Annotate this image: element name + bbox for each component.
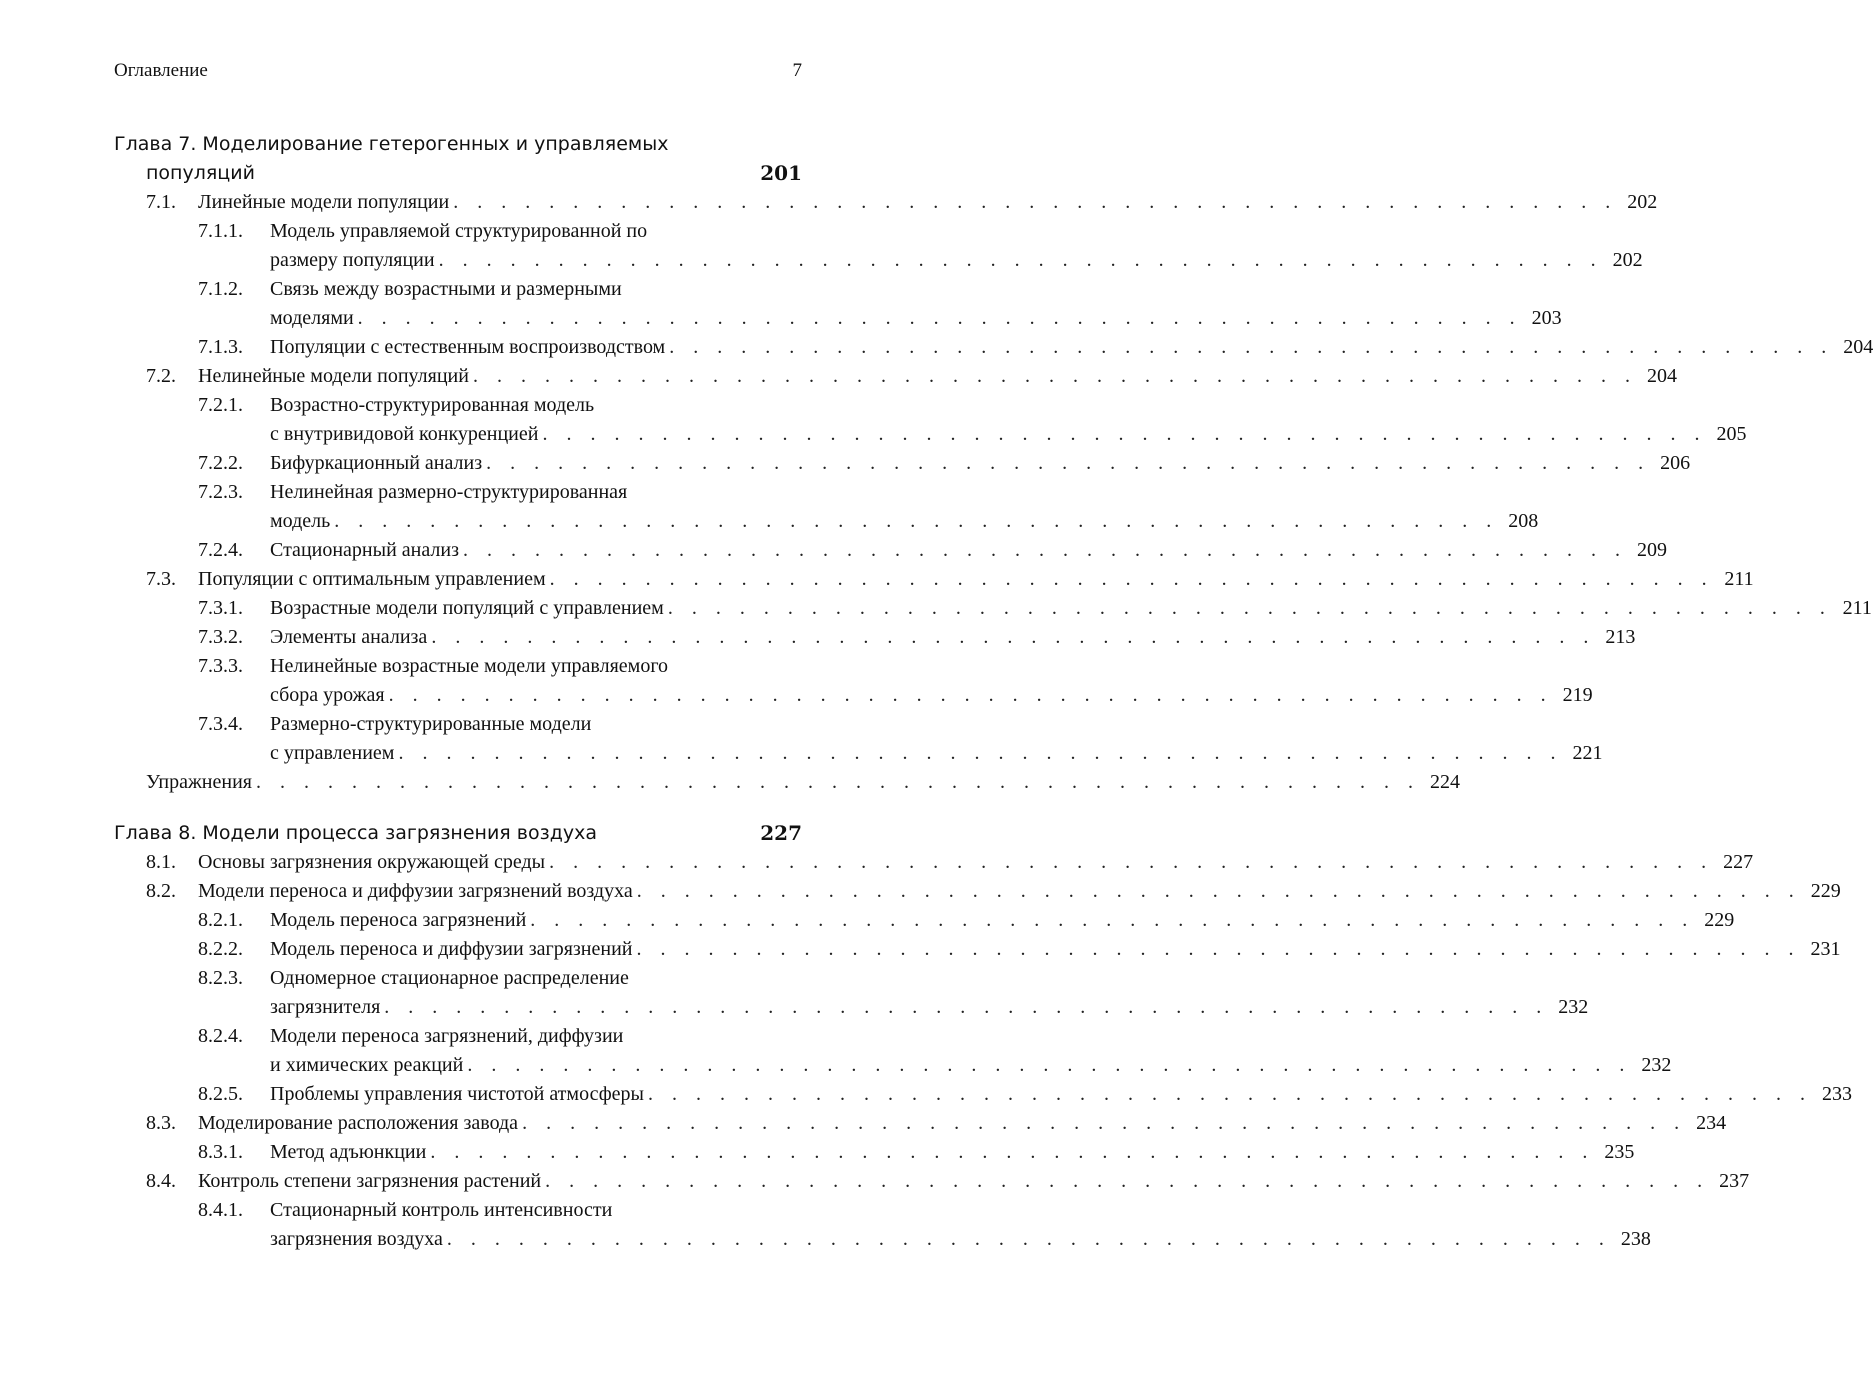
toc-entry[interactable]	[114, 1109, 1727, 1138]
toc-entry[interactable]	[114, 391, 1747, 449]
section-page-number: 211	[1842, 597, 1872, 619]
chapter-heading[interactable]	[114, 130, 802, 188]
table-of-contents	[114, 130, 1873, 1254]
section-number: 7.2.2.	[198, 452, 243, 474]
dot-leader: . . . . . . . . . . . . . . . . . . . . . . . . . . . . . . . . . . . . . . . . . . . . . . . . .	[530, 909, 1695, 931]
section-title: Модель переноса и диффузии загрязнений	[270, 935, 636, 964]
dot-leader: . . . . . . . . . . . . . . . . . . . . . . . . . . . . . . . . . . . . . . . . . . . . . . . . .	[384, 996, 1549, 1018]
chapter-page-number: 201	[760, 161, 802, 185]
section-title: Бифуркационный анализ	[270, 449, 486, 478]
section-number: 8.2.	[146, 880, 176, 902]
section-page-number: 237	[1719, 1170, 1750, 1192]
dot-leader: . . . . . . . . . . . . . . . . . . . . . . . . . . . . . . . . . . . . . . . . . . . . . . . . .	[669, 336, 1834, 358]
toc-entry[interactable]	[114, 710, 1603, 768]
section-title: Контроль степени загрязнения растений	[198, 1167, 545, 1196]
toc-entry[interactable]	[114, 906, 1735, 935]
toc-entry[interactable]	[114, 565, 1754, 594]
section-number: 7.1.1.	[198, 220, 243, 242]
page-header	[114, 60, 802, 86]
section-number: 7.3.1.	[198, 597, 243, 619]
toc-entry[interactable]	[114, 935, 1841, 964]
toc-chapter	[114, 130, 1873, 797]
section-number: 8.3.	[146, 1112, 176, 1134]
toc-entry[interactable]	[114, 964, 1589, 1022]
chapter-title: Глава 8. Модели процесса загрязнения воздуха	[114, 822, 597, 844]
dot-leader: . . . . . . . . . . . . . . . . . . . . . . . . . . . . . . . . . . . . . . . . . . . . . . . . .	[545, 1170, 1710, 1192]
section-page-number: 213	[1605, 626, 1636, 648]
section-title: Нелинейная размерно-структурированная	[270, 481, 628, 503]
section-page-number: 219	[1562, 684, 1593, 706]
section-title: Линейные модели популяции	[198, 188, 453, 217]
section-number: 8.3.1.	[198, 1141, 243, 1163]
section-title: Модели переноса загрязнений, диффузии	[270, 1025, 624, 1047]
section-title: Связь между возрастными и размерными	[270, 278, 622, 300]
toc-entry[interactable]	[114, 848, 1754, 877]
chapter-title: Глава 7. Моделирование гетерогенных и управляемых	[114, 133, 669, 155]
section-number: 7.1.	[146, 191, 176, 213]
dot-leader: . . . . . . . . . . . . . . . . . . . . . . . . . . . . . . . . . . . . . . . . . . . . . . . . .	[431, 626, 1596, 648]
section-number: 7.2.	[146, 365, 176, 387]
section-title: Модель переноса загрязнений	[270, 906, 530, 935]
running-title: Оглавление	[114, 60, 208, 81]
toc-entry[interactable]	[114, 1196, 1651, 1254]
section-page-number: 211	[1724, 568, 1754, 590]
toc-entry[interactable]	[114, 623, 1636, 652]
section-title: модель	[270, 507, 334, 536]
section-page-number: 221	[1572, 742, 1603, 764]
dot-leader: . . . . . . . . . . . . . . . . . . . . . . . . . . . . . . . . . . . . . . . . . . . . . . . . .	[522, 1112, 1687, 1134]
toc-entry[interactable]	[114, 449, 1691, 478]
toc-entry[interactable]	[114, 536, 1667, 565]
section-page-number: 202	[1627, 191, 1658, 213]
chapter-heading[interactable]	[114, 819, 802, 848]
section-number: 7.3.3.	[198, 655, 243, 677]
dot-leader: . . . . . . . . . . . . . . . . . . . . . . . . . . . . . . . . . . . . . . . . . . . . . . . . .	[453, 191, 1618, 213]
section-title: размеру популяции	[270, 246, 439, 275]
section-page-number: 234	[1696, 1112, 1727, 1134]
section-page-number: 206	[1660, 452, 1691, 474]
dot-leader: . . . . . . . . . . . . . . . . . . . . . . . . . . . . . . . . . . . . . . . . . . . . . . . . .	[467, 1054, 1632, 1076]
section-number: 8.4.	[146, 1170, 176, 1192]
section-title: Возрастные модели популяций с управлением	[270, 594, 668, 623]
dot-leader: . . . . . . . . . . . . . . . . . . . . . . . . . . . . . . . . . . . . . . . . . . . . . . . . .	[462, 539, 1627, 561]
section-number: 8.2.5.	[198, 1083, 243, 1105]
section-page-number: 238	[1620, 1228, 1651, 1250]
section-title: Упражнения	[146, 768, 256, 797]
dot-leader: . . . . . . . . . . . . . . . . . . . . . . . . . . . . . . . . . . . . . . . . . . . . . . . . .	[388, 684, 1553, 706]
toc-entry[interactable]	[114, 877, 1841, 906]
section-page-number: 229	[1810, 880, 1841, 902]
section-number: 7.3.4.	[198, 713, 243, 735]
section-number: 7.2.1.	[198, 394, 243, 416]
toc-entry[interactable]	[114, 362, 1677, 391]
section-title: Популяции с естественным воспроизводством	[270, 333, 669, 362]
toc-entry[interactable]	[114, 768, 1460, 797]
section-number: 8.2.4.	[198, 1025, 243, 1047]
section-page-number: 202	[1612, 249, 1643, 271]
chapter-page-number: 227	[760, 821, 802, 845]
section-page-number: 235	[1604, 1141, 1635, 1163]
section-page-number: 232	[1558, 996, 1589, 1018]
toc-entry[interactable]	[114, 217, 1643, 275]
section-title: Элементы анализа	[270, 623, 431, 652]
dot-leader: . . . . . . . . . . . . . . . . . . . . . . . . . . . . . . . . . . . . . . . . . . . . . . . . .	[647, 1083, 1812, 1105]
section-page-number: 203	[1531, 307, 1562, 329]
section-title: загрязнения воздуха	[270, 1225, 447, 1254]
section-title: сбора урожая	[270, 681, 389, 710]
section-page-number: 232	[1641, 1054, 1672, 1076]
section-page-number: 233	[1821, 1083, 1852, 1105]
section-page-number: 204	[1646, 365, 1677, 387]
section-title: с управлением	[270, 739, 398, 768]
section-number: 7.3.	[146, 568, 176, 590]
section-page-number: 227	[1723, 851, 1754, 873]
dot-leader: . . . . . . . . . . . . . . . . . . . . . . . . . . . . . . . . . . . . . . . . . . . . . . . . .	[438, 249, 1603, 271]
toc-entry[interactable]	[114, 1167, 1750, 1196]
dot-leader: . . . . . . . . . . . . . . . . . . . . . . . . . . . . . . . . . . . . . . . . . . . . . . . . .	[549, 568, 1714, 590]
section-title: Модель управляемой структурированной по	[270, 220, 648, 242]
toc-entry[interactable]	[114, 1138, 1635, 1167]
dot-leader: . . . . . . . . . . . . . . . . . . . . . . . . . . . . . . . . . . . . . . . . . . . . . . . . .	[486, 452, 1651, 474]
section-page-number: 209	[1636, 539, 1667, 561]
section-title: Основы загрязнения окружающей среды	[198, 848, 549, 877]
section-title: Популяции с оптимальным управлением	[198, 565, 550, 594]
section-number: 8.2.2.	[198, 938, 243, 960]
section-number: 7.3.2.	[198, 626, 243, 648]
dot-leader: . . . . . . . . . . . . . . . . . . . . . . . . . . . . . . . . . . . . . . . . . . . . . . . . .	[334, 510, 1499, 532]
section-number: 7.2.3.	[198, 481, 243, 503]
chapter-title-continued: популяций	[146, 162, 255, 184]
dot-leader: . . . . . . . . . . . . . . . . . . . . . . . . . . . . . . . . . . . . . . . . . . . . . . . . .	[446, 1228, 1611, 1250]
section-number: 8.4.1.	[198, 1199, 243, 1221]
section-page-number: 205	[1716, 423, 1747, 445]
section-page-number: 229	[1704, 909, 1735, 931]
dot-leader: . . . . . . . . . . . . . . . . . . . . . . . . . . . . . . . . . . . . . . . . . . . . . . . . .	[667, 597, 1832, 619]
dot-leader: . . . . . . . . . . . . . . . . . . . . . . . . . . . . . . . . . . . . . . . . . . . . . . . . .	[357, 307, 1522, 329]
section-number: 8.1.	[146, 851, 176, 873]
section-number: 8.2.3.	[198, 967, 243, 989]
section-title: и химических реакций	[270, 1051, 467, 1080]
dot-leader: . . . . . . . . . . . . . . . . . . . . . . . . . . . . . . . . . . . . . . . . . . . . . . . . .	[542, 423, 1707, 445]
toc-chapter	[114, 819, 1852, 1254]
toc-entry[interactable]	[114, 275, 1562, 333]
section-page-number: 204	[1843, 336, 1873, 358]
section-title: Проблемы управления чистотой атмосферы	[270, 1080, 648, 1109]
section-number: 7.1.2.	[198, 278, 243, 300]
section-title: Одномерное стационарное распределение	[270, 967, 629, 989]
page-number: 7	[792, 60, 802, 81]
section-title: загрязнителя	[270, 993, 384, 1022]
toc-entry[interactable]	[114, 188, 1658, 217]
dot-leader: . . . . . . . . . . . . . . . . . . . . . . . . . . . . . . . . . . . . . . . . . . . . . . . . .	[549, 851, 1714, 873]
section-title: Моделирование расположения завода	[198, 1109, 522, 1138]
section-title: Нелинейные возрастные модели управляемого	[270, 655, 669, 677]
toc-entry[interactable]	[114, 333, 1873, 362]
dot-leader: . . . . . . . . . . . . . . . . . . . . . . . . . . . . . . . . . . . . . . . . . . . . . . . . .	[430, 1141, 1595, 1163]
section-title: с внутривидовой конкуренцией	[270, 420, 542, 449]
section-page-number: 231	[1810, 938, 1841, 960]
dot-leader: . . . . . . . . . . . . . . . . . . . . . . . . . . . . . . . . . . . . . . . . . . . . . . . . .	[636, 938, 1801, 960]
toc-entry[interactable]	[114, 652, 1593, 710]
section-title: моделями	[270, 304, 358, 333]
section-page-number: 224	[1430, 771, 1460, 793]
dot-leader: . . . . . . . . . . . . . . . . . . . . . . . . . . . . . . . . . . . . . . . . . . . . . . . . .	[472, 365, 1637, 387]
dot-leader: . . . . . . . . . . . . . . . . . . . . . . . . . . . . . . . . . . . . . . . . . . . . . . . . .	[636, 880, 1801, 902]
section-title: Размерно-структурированные модели	[270, 713, 592, 735]
section-page-number: 208	[1508, 510, 1539, 532]
dot-leader: . . . . . . . . . . . . . . . . . . . . . . . . . . . . . . . . . . . . . . . . . . . . . . . . .	[256, 771, 1420, 793]
section-number: 8.2.1.	[198, 909, 243, 931]
section-title: Стационарный анализ	[270, 536, 463, 565]
section-title: Возрастно-структурированная модель	[270, 394, 595, 416]
toc-entry[interactable]	[114, 1022, 1672, 1080]
section-title: Нелинейные модели популяций	[198, 362, 473, 391]
toc-entry[interactable]	[114, 1080, 1852, 1109]
toc-entry[interactable]	[114, 478, 1539, 536]
section-title: Стационарный контроль интенсивности	[270, 1199, 613, 1221]
section-number: 7.2.4.	[198, 539, 243, 561]
section-number: 7.1.3.	[198, 336, 243, 358]
dot-leader: . . . . . . . . . . . . . . . . . . . . . . . . . . . . . . . . . . . . . . . . . . . . . . . . .	[398, 742, 1563, 764]
section-title: Метод адъюнкции	[270, 1138, 430, 1167]
toc-entry[interactable]	[114, 594, 1872, 623]
section-title: Модели переноса и диффузии загрязнений воздуха	[198, 877, 637, 906]
